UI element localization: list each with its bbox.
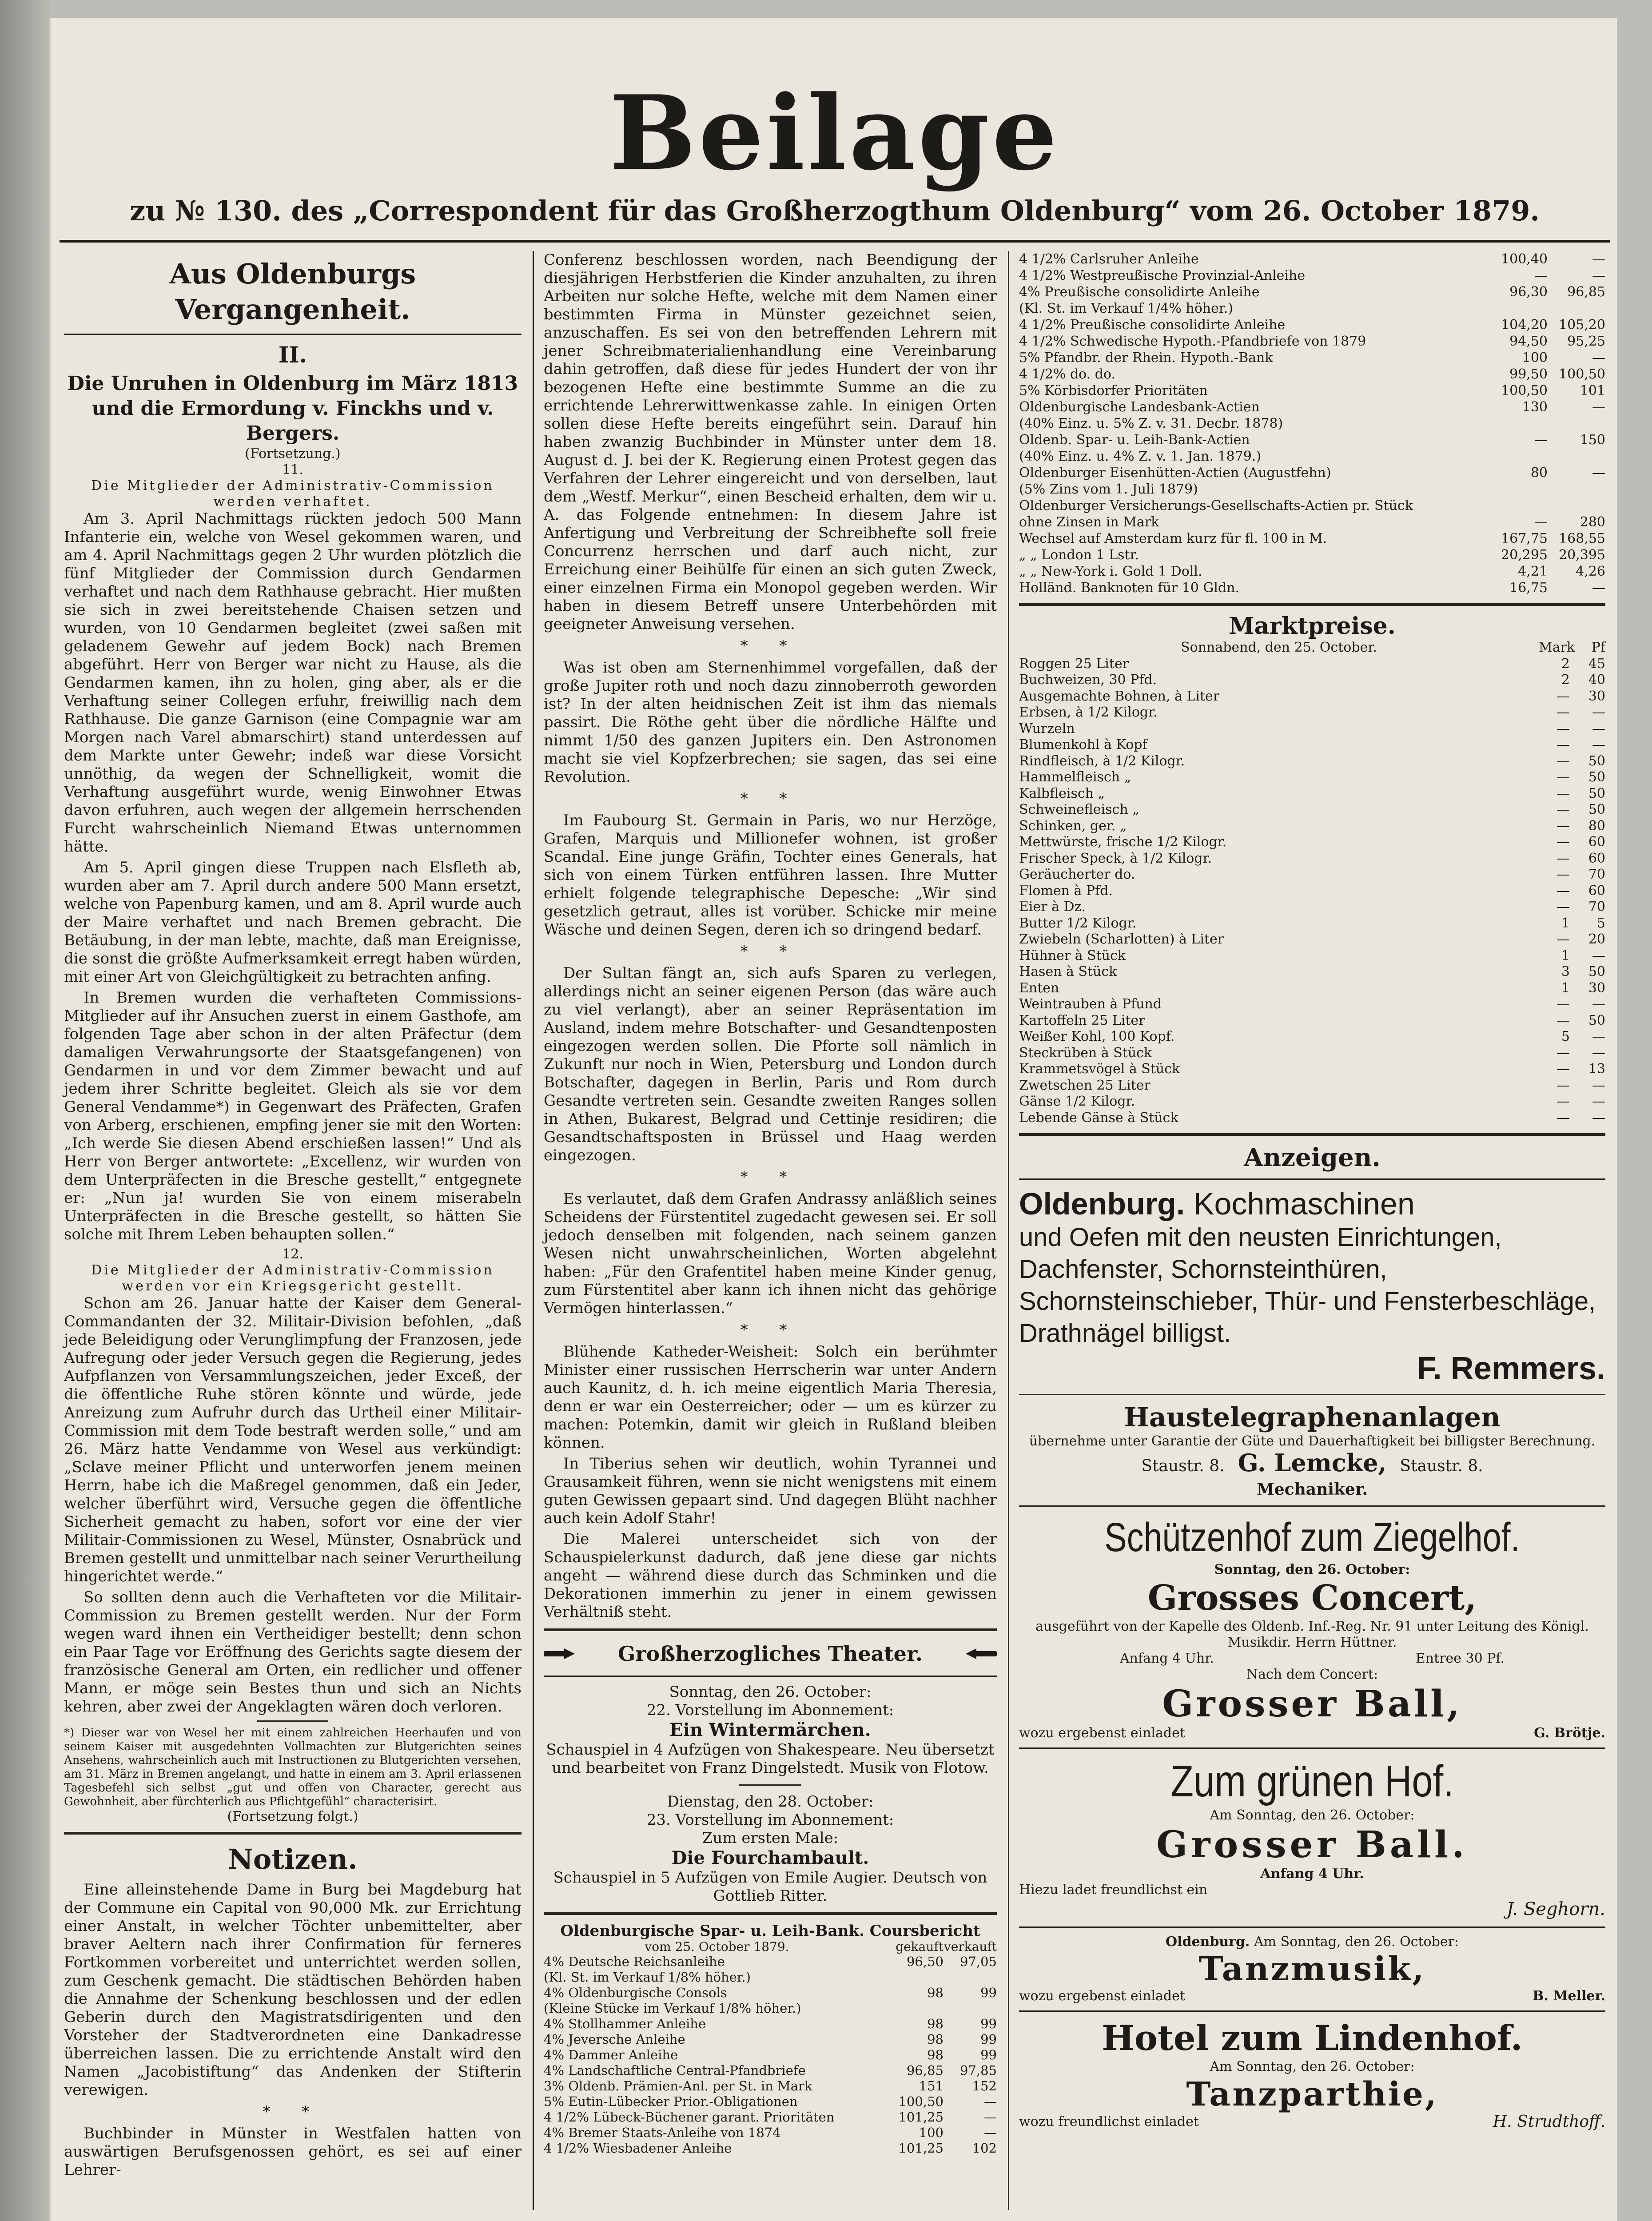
divider xyxy=(1019,2010,1605,2012)
exchange-rate-row: Oldenburger Versicherungs-Gesellschafts-Actien pr. Stück xyxy=(1019,498,1413,513)
divider xyxy=(1019,1178,1605,1180)
performance-2: Dienstag, den 28. October: 23. Vorstellung im Abonnement: Zum ersten Male: Die Fourchambault. Schauspiel in 5 Aufzügen von Emile Augier. Deutsch von Gottlieb Ritter. xyxy=(544,1793,997,1905)
ad-signature: F. Remmers. xyxy=(1417,1351,1605,1386)
divider xyxy=(257,1720,328,1722)
exchange-rate-row: „ „ London 1 Lstr. 20,295 20,395 xyxy=(1019,547,1605,563)
part-number: II. xyxy=(278,342,307,368)
section-number: 12. xyxy=(282,1246,303,1262)
paragraph: Was ist oben am Sternenhimmel vorgefallen, daß der große Jupiter roth und noch dazu zinnoberroth geworden ist? In der alten heidnischen Zeit ist ihm das niemals passirt. Die Röthe geht über die nördliche Hälfte und nimmt 1/50 des ganzen Jupiters ein. Den Astronomen macht sie viel Kopfzerbrechen; sie sagen, das sei eine Revolution. xyxy=(544,659,997,786)
exchange-rate-row: 4 1/2% Carlsruher Anleihe 100,40 — xyxy=(1019,251,1605,267)
footnote: *) Dieser war von Wesel her mit einem zahlreichen Heerhaufen und von seinem Kaiser mit ausgedehnten Vollmachten zur Blutgerichten seines Ansehens, wahrscheinlich auch mit Instructionen zu Blutgerichten versehen, am 31. März in Bremen angelangt, und hatte in einem am 3. April erlassenen Tagesbefehl sich selbst „gut und offen von Character, gerecht aus Gewohnheit, aber fürchterlich aus Pflichtgefühl“ characterisirt. xyxy=(64,1726,521,1808)
paragraph: In Tiberius sehen wir deutlich, wohin Tyrannei und Grausamkeit führen, wenn sie nicht wenigstens mit einem guten Gewissen gepaart sind. Und dagegen Blüht nachher auch kein Adolf Stahr! xyxy=(544,1455,997,1527)
performance-1: Sonntag, den 26. October: 22. Vorstellung im Abonnement: Ein Wintermärchen. Schauspiel in 4 Aufzügen von Shakespeare. Neu übersetzt und bearbeitet von Franz Dingelstedt. Musik von Flotow. xyxy=(544,1683,997,1777)
divider xyxy=(1019,1133,1605,1136)
market-price-row: Ausgemachte Bohnen, à Liter — 30 xyxy=(1019,688,1605,704)
bank-rate-row: 4 1/2% Lübeck-Büchener garant. Prioritäten 101,25 — xyxy=(544,2110,997,2125)
exchange-rate-row: Wechsel auf Amsterdam kurz für fl. 100 in M. 167,75 168,55 xyxy=(1019,531,1605,546)
exchange-rate-row: (40% Einz. u. 5% Z. v. 31. Decbr. 1878) xyxy=(1019,416,1283,431)
market-price-row: Geräucherter do. — 70 xyxy=(1019,867,1605,882)
ad-signature: B. Meller. xyxy=(1533,1988,1605,2004)
paragraph: Im Faubourg St. Germain in Paris, wo nur Herzöge, Grafen, Marquis und Millionefer wohnen, ist großer Scandal. Eine junge Gräfin, Tochter eines Generals, hat sich von einem Türken entführen lassen. Ihre Mutter erhielt folgende telegraphische Depesche: „Wir sind gesetzlich getraut, alles ist vorüber. Schicke mir meine Wäsche und deinen Segen, deren ich so dringend bedarf. xyxy=(544,812,997,939)
paragraph: Am 5. April gingen diese Truppen nach Elsfleth ab, wurden aber am 7. April durch andere 500 Mann ersetzt, welche von Papenburg kamen, und am 8. April wurde auch der Maire verhaftet und nach Bremen gebracht. Die Betäubung, in der man lebte, machte, daß man Ereignisse, die sonst die größte Aufmerksamkeit erregt haben würden, mit einer Art von Gleichgültigkeit zu betrachten anfing. xyxy=(64,859,521,986)
newspaper-page xyxy=(49,18,1617,2221)
ad-event: Grosser Ball, xyxy=(1162,1683,1462,1725)
paragraph: Buchbinder in Münster in Westfalen hatten von auswärtigen Berufsgenossen gehört, es sei auf einer Lehrer- xyxy=(64,2125,521,2179)
market-price-row: Zwiebeln (Scharlotten) à Liter — 20 xyxy=(1019,931,1605,947)
play-title: Die Fourchambault. xyxy=(671,1847,869,1868)
bank-rate-row: 4% Jeversche Anleihe 98 99 xyxy=(544,2032,997,2047)
market-price-row: Lebende Gänse à Stück — — xyxy=(1019,1110,1605,1126)
to-be-continued: (Fortsetzung folgt.) xyxy=(227,1809,358,1824)
ad-signature: G. Brötje. xyxy=(1534,1725,1605,1741)
ad-signature: H. Strudthoff. xyxy=(1493,2113,1605,2131)
market-price-row: Zwetschen 25 Liter — — xyxy=(1019,1077,1605,1093)
market-prices-heading: Marktpreise. xyxy=(1229,613,1396,640)
column-divider xyxy=(1008,251,1009,2210)
divider xyxy=(1019,603,1605,606)
section-title: Die Mitglieder der Administrativ-Commission werden vor ein Kriegsgericht gestellt. xyxy=(91,1262,494,1294)
exchange-rate-row: „ „ New-York i. Gold 1 Doll. 4,21 4,26 xyxy=(1019,564,1605,579)
ad-lindenhof: Hotel zum Lindenhof. Am Sonntag, den 26. October: Tanzparthie, wozu freundlichst einladet H. Strudthoff. xyxy=(1019,2018,1605,2131)
exchange-rate-row: 5% Pfandbr. der Rhein. Hypoth.-Bank 100 — xyxy=(1019,350,1605,366)
market-price-row: Eier à Dz. — 70 xyxy=(1019,899,1605,915)
bank-rate-row: (Kleine Stücke im Verkauf 1/8% höher.) xyxy=(544,2001,801,2016)
exchange-rate-row: (5% Zins vom 1. Juli 1879) xyxy=(1019,482,1198,497)
paragraph: Es verlautet, daß dem Grafen Andrassy anläßlich seines Scheidens der Fürstentitel zugedacht gewesen sei. Er soll jedoch denselben mit folgenden, nach seinem ganzen Wesen nicht unwahrscheinlichen, Worten abgelehnt haben: „Für den Grafentitel haben meine Kinder genug, zum Fürstentitel aber kann ich ihnen nicht das gehörige Vermögen hinterlassen.“ xyxy=(544,1190,997,1317)
market-price-row: Enten 1 30 xyxy=(1019,980,1605,996)
exchange-rates-table xyxy=(1019,251,1605,596)
continuation-note: (Fortsetzung.) xyxy=(245,446,341,462)
divider xyxy=(544,1628,997,1631)
book-binding xyxy=(0,0,49,2221)
exchange-rate-row: Oldenburger Eisenhütten-Actien (Augustfehn) 80 — xyxy=(1019,465,1605,481)
pointing-hand-icon xyxy=(966,1648,997,1659)
exchange-rate-row: 4 1/2% do. do. 99,50 100,50 xyxy=(1019,366,1605,382)
market-price-row: Hammelfleisch „ — 50 xyxy=(1019,769,1605,785)
bank-rate-row: 4% Dammer Anleihe 98 99 xyxy=(544,2047,997,2062)
market-price-row: Mettwürste, frische 1/2 Kilogr. — 60 xyxy=(1019,834,1605,850)
market-price-row: Kartoffeln 25 Liter — 50 xyxy=(1019,1012,1605,1028)
exchange-rate-row: Holländ. Banknoten für 10 Gldn. 16,75 — xyxy=(1019,580,1605,596)
market-price-row: Kalbfleisch „ — 50 xyxy=(1019,785,1605,801)
section-title: Die Mitglieder der Administrativ-Commission werden verhaftet. xyxy=(91,478,494,509)
exchange-rate-row: 4 1/2% Westpreußische Provinzial-Anleihe — — xyxy=(1019,268,1605,283)
ad-title: Zum grünen Hof. xyxy=(1170,1756,1454,1806)
ad-schuetzenhof: Schützenhof zum Ziegelhof. Sonntag, den 26. October: Grosses Concert, ausgeführt von der Kapelle des Oldenb. Inf.-Reg. Nr. 91 unter Leitung des Königl. Musikdir. Herrn Hüttner. Anfang 4 Uhr. Entree 30 Pf. Nach dem Concert: Grosser Ball, wozu ergebenst einladet G. Brötje. xyxy=(1019,1513,1605,1741)
paragraph: Eine alleinstehende Dame in Burg bei Magdeburg hat der Commune ein Capital von 90,000 Mk. zur Errichtung einer Anstalt, in welcher Töchter unbemittelter, aber braver Aeltern nach ihrer Confirmation für ferneres Fortkommen vorbereitet und unterrichtet werden sollen, zum Geschenk gemacht. Die städtischen Behörden haben die Annahme der Schenkung beschlossen und der edlen Geberin durch den Magistratsdirigenten und den Vorsteher der Stadtverordneten eine Dankadresse überreichen lassen. Die zu errichtende Anstalt wird den Namen „Jacobistiftung“ das Andenken der Stifterin verewigen. xyxy=(64,1881,521,2099)
market-price-row: Blumenkohl à Kopf — — xyxy=(1019,737,1605,752)
bank-rate-row: 4% Stollhammer Anleihe 98 99 xyxy=(544,2016,997,2031)
exchange-rate-row: 4 1/2% Schwedische Hypoth.-Pfandbriefe von 1879 94,50 95,25 xyxy=(1019,334,1605,349)
market-prices-table xyxy=(1019,656,1605,1126)
article-subheading: Die Unruhen in Oldenburg im März 1813 und die Ermordung v. Finckhs und v. Bergers. xyxy=(67,372,518,445)
column-divider xyxy=(533,251,534,2210)
bank-rates-table xyxy=(544,1954,997,2156)
market-price-row: Steckrüben à Stück — — xyxy=(1019,1045,1605,1061)
paragraph: In Bremen wurden die verhafteten Commissions-Mitglieder auf ihr Ansuchen zuerst in einem Gasthofe, am folgenden Tage aber schon in der alten Präfectur (dem damaligen Verwahrungsorte der Staatsgefangenen) von Gendarmen in und vor dem Zimmer bewacht und auf jedem ihrer Schritte begleitet. Gleich als sie vor dem General Vendamme*) in Gegenwart des Präfecten, Grafen von Arberg, erschienen, empfing jener sie mit den Worten: „Ich werde Sie diesen Abend erschießen lassen!“ Und als Herr von Berger antwortete: „Excellenz, wir wurden von dem Unterpräfecten in die Bresche gestellt,“ entgegnete er: „Nun ja! wurden Sie von einem miserabeln Unterpräfecten in die Bresche gestellt, so hätten Sie solche mit Ihrem Leben behaupten sollen.“ xyxy=(64,989,521,1243)
exchange-rate-row: ohne Zinsen in Mark — 280 xyxy=(1019,514,1605,530)
divider xyxy=(544,1676,997,1677)
bank-rate-row: (Kl. St. im Verkauf 1/8% höher.) xyxy=(544,1970,751,1985)
paragraph: Der Sultan fängt an, sich aufs Sparen zu verlegen, allerdings nicht an seiner eigenen Person (das wäre auch zu viel verlangt), aber an seiner Repräsentation im Ausland, indem mehre Botschafter- und Gesandtenposten eingezogen werden sollen. Die Pforte soll nämlich in Zukunft nur noch in Wien, Petersburg und London durch Botschafter, dagegen in Berlin, Paris und Rom durch Gesandte vertreten sein. Gesandte zweiten Ranges sollen in Athen, Bukarest, Belgrad und Cettinje residiren; die Gesandtschaftsposten in Brüssel und Haag werden eingezogen. xyxy=(544,964,997,1164)
column-3: 4 1/2% Carlsruher Anleihe 100,40 — 4 1/2% Westpreußische Provinzial-Anleihe — — 4% Preußische consolidirte Anleihe 96,30 96,85 (Kl. St. im Verkauf 1/4% höher.) 4 1/2% Preußische consolidirte Anleihe 104,20 105,20 4 1/2% Schwedische Hypoth.-Pfandbriefe von 1879 94,50 95,25 5% Pfandbr. der Rhein. Hypoth.-Bank 100 — 4 1/2% do. do. 99,50 100,50 5% Körbisdorfer Prioritäten 100,50 101 Oldenburgische Landesbank-Actien 130 — (40% Einz. u. 5% Z. v. 31. Decbr. 1878) Oldenb. Spar- u. Leih-Bank-Actien — 150 (40% Einz. u. 4% Z. v. 1. Jan. 1879.) Oldenburger Eisenhütten-Actien (Augustfehn) 80 — (5% Zins vom 1. Juli 1879) Oldenburger Versicherungs-Gesellschafts-Actien pr. Stück ohne Zinsen in Mark — 280 Wechsel auf Amsterdam kurz für fl. 100 in M. 167,75 168,55 „ „ London 1 Lstr. 20,295 20,395 „ „ New-York i. Gold 1 Doll. 4,21 4,26 Holländ. Banknoten für 10 Gldn. 16,75 — Marktpreise. Sonnabend, den 25. October. Mark Pf Roggen 25 Liter 2 45 Buchweizen, 30 Pfd. 2 40 Ausgemachte Bohnen, à Liter — 30 Erbsen, à 1/2 Kilogr. — — Wurzeln — — Blumenkohl à Kopf — — Rindfleisch, à 1/2 Kilogr. — 50 Hammelfleisch „ — 50 Kalbfleisch „ — 50 Schweinefleisch „ — 50 Schinken, ger. „ — 80 Mettwürste, frische 1/2 Kilogr. — 60 Frischer Speck, à 1/2 Kilogr. — 60 Geräucherter do. — 70 Flomen à Pfd. — 60 Eier à Dz. — 70 Butter 1/2 Kilogr. 1 5 Zwiebeln (Scharlotten) à Liter — 20 Hühner à Stück 1 — Hasen à Stück 3 50 Enten 1 30 Weintrauben à Pfund — — Kartoffeln 25 Liter — 50 Weißer Kohl, 100 Kopf. 5 — Steckrüben à Stück — — Krammetsvögel à Stück — 13 Zwetschen 25 Liter — — Gänse 1/2 Kilogr. — — Lebende Gänse à Stück — — Anzeigen. Oldenburg. Kochmaschinen und Oefen mit den neusten Einrichtungen, Dachfenster, Schornsteinthüren, Schornsteinschieber, Thür- und Fensterbeschläge, Drathnägel billigst. F. Remmers. Haustelegraphenanlagen übernehme unter Garantie der Güte und Dauerhaftigkeit bei billigster Berechnung. Staustr. 8. G. Lemcke, Staustr. 8. Mechaniker. Schützenhof zum Ziegelhof. Sonntag, den 26. October: Grosses Concert, ausgeführt von der Kapelle des Oldenb. Inf.-Reg. Nr. 91 unter Leitung des Königl. Musikdir. Herrn Hüttner. Anfang 4 Uhr. Entree 30 Pf. Nach dem Concert: Grosser Ball, wozu ergebenst einladet G. Brötje. Zum grünen Hof. Am Sonntag, den 26. October: Grosser Ball. Anfang 4 Uhr. Hiezu ladet freundlichst ein J. Seghorn. Oldenburg. Am Sonntag, den 26. October: Tanzmusik, wozu ergebenst einladet B. Meller. Hotel zum Lindenhof. Am Sonntag, den 26. October: Tanzparthie, wozu freundlichst einladet H. Strudthoff. xyxy=(1019,251,1605,2131)
ad-tanzmusik: Oldenburg. Am Sonntag, den 26. October: Tanzmusik, wozu ergebenst einladet B. Meller. xyxy=(1019,1934,1605,2004)
paragraph: Die Malerei unterscheidet sich von der Schauspielerkunst dadurch, daß jene diese gar nichts angeht — während diese durch das Schminken und die Dekorationen immerhin zu jener in einem gewissen Verhältniß steht. xyxy=(544,1530,997,1621)
divider xyxy=(739,1784,801,1786)
paragraph: Blühende Katheder-Weisheit: Solch ein berühmter Minister einer russischen Herrscherin war unter Andern auch Kaunitz, d. h. ich meine eigentlich Maria Theresia, denn er war ein Oesterreicher; oder — um es kürzer zu machen: Potemkin, damit wir gleich in Rußland bleiben können. xyxy=(544,1343,997,1452)
divider xyxy=(1019,1505,1605,1507)
market-price-row: Schinken, ger. „ — 80 xyxy=(1019,818,1605,834)
ad-event: Tanzparthie, xyxy=(1186,2075,1438,2114)
bank-rate-row: 4% Oldenburgische Consols 98 99 xyxy=(544,1985,997,2000)
notes-heading: Notizen. xyxy=(228,1843,358,1875)
ad-title: Schützenhof zum Ziegelhof. xyxy=(1104,1515,1520,1560)
exchange-rate-row: 4% Preußische consolidirte Anleihe 96,30 96,85 xyxy=(1019,284,1605,300)
market-price-row: Erbsen, à 1/2 Kilogr. — — xyxy=(1019,705,1605,720)
market-price-row: Frischer Speck, à 1/2 Kilogr. — 60 xyxy=(1019,850,1605,866)
market-price-row: Wurzeln — — xyxy=(1019,720,1605,736)
bank-report-title: Oldenburgische Spar- u. Leih-Bank. Coursbericht xyxy=(560,1922,980,1940)
market-price-row: Buchweizen, 30 Pfd. 2 40 xyxy=(1019,672,1605,688)
divider xyxy=(64,1832,521,1835)
ad-lemcke: Haustelegraphenanlagen übernehme unter Garantie der Güte und Dauerhaftigkeit bei billigster Berechnung. Staustr. 8. G. Lemcke, Staustr. 8. Mechaniker. xyxy=(1019,1401,1605,1499)
article-heading: Aus Oldenburgs Vergangenheit. xyxy=(169,258,416,326)
pointing-hand-icon xyxy=(544,1648,575,1659)
market-price-row: Roggen 25 Liter 2 45 xyxy=(1019,656,1605,672)
market-price-row: Krammetsvögel à Stück — 13 xyxy=(1019,1061,1605,1077)
masthead-title: Beilage xyxy=(609,73,1060,193)
masthead-rule xyxy=(60,240,1610,243)
bank-rate-row: 4% Landschaftliche Central-Pfandbriefe 96,85 97,85 xyxy=(544,2063,997,2078)
divider xyxy=(1019,1747,1605,1749)
market-price-row: Butter 1/2 Kilogr. 1 5 xyxy=(1019,915,1605,931)
divider xyxy=(544,1912,997,1915)
ad-signature: G. Lemcke, xyxy=(1238,1449,1387,1477)
market-price-row: Flomen à Pfd. — 60 xyxy=(1019,883,1605,899)
exchange-rate-row: 5% Körbisdorfer Prioritäten 100,50 101 xyxy=(1019,383,1605,398)
ad-signature: J. Seghorn. xyxy=(1506,1899,1605,1919)
column-2: Conferenz beschlossen worden, nach Beendigung der diesjährigen Herbstferien die Kinder anzuhalten, zu ihren Arbeiten nur solche Hefte, welche mit dem Namen einer bestimmten Firma in Münster gezeichnet seien, anzuschaffen. Es sei von den betreffenden Lehrern mit jener Schreibmaterialienhandlung eine Vereinbarung dahin getroffen, daß diese für jedes Hundert der von ihr bezogenen Hefte eine bestimmte Summe an die zu errichtende Lehrerwittwenkasse zahle. In einigen Orten sollen diese Hefte bereits eingeführt sein. Darauf hin haben zwanzig Buchbinder in Münster unter dem 18. August d. J. bei der K. Regierung einen Protest gegen das Verfahren der Lehrer eingereicht und von derselben, laut dem „Westf. Merkur“, einen Bescheid erhalten, dem wir u. A. das Folgende entnehmen: In diesem Jahre ist Anfertigung und Verbreitung der Schreibhefte soll freie Concurrenz herrschen und darf auch nicht, zur Erreichung einer Beihülfe für einen an sich guten Zweck, einer einzelnen Firma ein Monopol gegeben werden. Wir haben in diesem Betreff unsere Unterbehörden mit geeigneter Anweisung versehen. * * Was ist oben am Sternenhimmel vorgefallen, daß der große Jupiter roth und noch dazu zinnoberroth geworden ist? In der alten heidnischen Zeit ist ihm das niemals passirt. Die Röthe geht über die nördliche Hälfte und nimmt 1/50 des ganzen Jupiters ein. Den Astronomen macht sie viel Kopfzerbrechen; sie sagen, das sei eine Revolution. * * Im Faubourg St. Germain in Paris, wo nur Herzöge, Grafen, Marquis und Millionefer wohnen, ist großer Scandal. Eine junge Gräfin, Tochter eines Generals, hat sich von einem Türken entführen lassen. Ihre Mutter erhielt folgende telegraphische Depesche: „Wir sind gesetzlich getraut, alles ist vorüber. Schicke mir meine Wäsche und deinen Segen, deren ich so dringend bedarf. * * Der Sultan fängt an, sich aufs Sparen zu verlegen, allerdings nicht an seiner eigenen Person (das wäre auch zu viel verlangt), aber an seiner Repräsentation im Ausland, indem mehre Botschafter- und Gesandtenposten eingezogen werden sollen. Die Pforte soll nämlich in Zukunft nur noch in Wien, Petersburg und London durch Botschafter, dagegen in Berlin, Paris und Rom durch Gesandte vertreten sein. Gesandte zweiten Ranges sollen in Athen, Bukarest, Belgrad und Cettinje residiren; die Gesandtschaftsposten in Brüssel und Haag werden eingezogen. * * Es verlautet, daß dem Grafen Andrassy anläßlich seines Scheidens der Fürstentitel zugedacht gewesen sei. Er soll jedoch denselben mit folgenden, nach seinem ganzen Wesen nicht unwahrscheinlichen, Worten abgelehnt haben: „Für den Grafentitel haben meine Kinder genug, zum Fürstentitel aber kann ich ihnen nicht das gehörige Vermögen hinterlassen.“ * * Blühende Katheder-Weisheit: Solch ein berühmter Minister einer russischen Herrscherin war unter Andern auch Kaunitz, d. h. ich meine eigentlich Maria Theresia, denn er war ein Oesterreicher; oder — um es kürzer zu machen: Potemkin, damit wir gleich in Rußland bleiben können. In Tiberius sehen wir deutlich, wohin Tyrannei und Grausamkeit führen, wenn sie nicht wenigstens mit einem guten Gewissen gepaart sind. Und dagegen Blüht nachher auch kein Adolf Stahr! Die Malerei unterscheidet sich von der Schauspielerkunst dadurch, daß jene diese gar nichts angeht — während diese durch das Schminken und die Dekorationen immerhin zu jener in einem gewissen Verhältniß steht. Großherzogliches Theater. Sonntag, den 26. October: 22. Vorstellung im Abonnement: Ein Wintermärchen. Schauspiel in 4 Aufzügen von Shakespeare. Neu übersetzt und bearbeitet von Franz Dingelstedt. Musik von Flotow. Dienstag, den 28. October: 23. Vorstellung im Abonnement: Zum ersten Male: Die Fourchambault. Schauspiel in 5 Aufzügen von Emile Augier. Deutsch von Gottlieb Ritter. Oldenburgische Spar- u. Leih-Bank. Coursbericht vom 25. October 1879. gekauft verkauft 4% Deutsche Reichsanleihe 96,50 97,05 (Kl. St. im Verkauf 1/8% höher.) 4% Oldenburgische Consols 98 99 (Kleine Stücke im Verkauf 1/8% höher.) 4% Stollhammer Anleihe 98 99 4% Jeversche Anleihe 98 99 4% Dammer Anleihe 98 99 4% Landschaftliche Central-Pfandbriefe 96,85 97,85 3% Oldenb. Prämien-Anl. per St. in Mark 151 152 5% Eutin-Lübecker Prior.-Obligationen 100,50 — 4 1/2% Lübeck-Büchener garant. Prioritäten 101,25 — 4% Bremer Staats-Anleihe von 1874 100 — 4 1/2% Wiesbadener Anleihe 101,25 102 xyxy=(544,251,997,2156)
ad-title: Hotel zum Lindenhof. xyxy=(1102,2018,1523,2058)
exchange-rate-row: 4 1/2% Preußische consolidirte Anleihe 104,20 105,20 xyxy=(1019,317,1605,333)
market-price-row: Rindfleisch, à 1/2 Kilogr. — 50 xyxy=(1019,753,1605,769)
paragraph: Schon am 26. Januar hatte der Kaiser dem General-Commandanten der 32. Militair-Division befohlen, „daß jede Beleidigung oder Verunglimpfung der Franzosen, jede Aufregung oder jeder Versuch gegen die Regierung, jedes Aufpflanzen von Versammlungszeichen, jeder Exceß, der die öffentliche Ruhe stören könnte und würde, jede Anreizung zum Aufruhr durch das Urtheil einer Militair-Commission mit dem Tode bestraft werden solle,“ und am 26. März hatte Vendamme von Wesel aus verkündigt: „Sclave meiner Pflicht und unterworfen jenem meinen Herrn, habe ich die Maßregel genommen, daß ein Jeder, welcher überführt wird, Versuche gegen die öffentliche Sicherheit gemacht zu haben, sofort vor eine der vier Militair-Commissionen zu Wesel, Münster, Osnabrück und Bremen gestellt und unmittelbar nach seiner Verurtheilung hingerichtet werde.“ xyxy=(64,1294,521,1585)
market-price-row: Schweinefleisch „ — 50 xyxy=(1019,802,1605,817)
market-price-row: Hühner à Stück 1 — xyxy=(1019,947,1605,963)
masthead-subtitle: zu № 130. des „Correspondent für das Großherzogthum Oldenburg“ vom 26. October 1879. xyxy=(130,195,1540,227)
paragraph: Am 3. April Nachmittags rückten jedoch 500 Mann Infanterie ein, welche von Wesel gekommen waren, und am 4. April Nachmittags gegen 2 Uhr wurden plötzlich die fünf Mitglieder der Commission durch Gendarmen verhaftet und nach dem Rathhause gebracht. Hier mußten sie sich in zwei bereitstehende Chaisen setzen und wurden, von 10 Gendarmen begleitet (zwei saßen mit geladenem Gewehr auf jedem Bock) nach Bremen abgeführt. Herr von Berger war nicht zu Hause, als die Gendarmen kamen, ihn zu holen, ging aber, als er die Verhaftung seiner Collegen erfuhr, freiwillig nach dem Rathhause. Die ganze Garnison (eine Compagnie war am Morgen nach Varel abmarschirt) stand unterdessen auf dem Markte unter Gewehr; indeß war diese Vorsicht unnöthig, da wegen der Schnelligkeit, womit die Verhaftung ausgeführt wurde, wenig Einwohner Etwas davon erfuhren, auch wegen der allgemein herrschenden Furcht wahrscheinlich Niemand Etwas unternommen hätte. xyxy=(64,510,521,856)
theater-title: Großherzogliches Theater. xyxy=(618,1642,923,1666)
divider xyxy=(64,334,521,335)
ads-heading: Anzeigen. xyxy=(1244,1143,1381,1172)
market-price-row: Weintrauben à Pfund — — xyxy=(1019,996,1605,1012)
exchange-rate-row: Oldenburgische Landesbank-Actien 130 — xyxy=(1019,399,1605,415)
ad-city: Oldenburg. xyxy=(1019,1186,1185,1221)
exchange-rate-row: (40% Einz. u. 4% Z. v. 1. Jan. 1879.) xyxy=(1019,449,1262,464)
section-number: 11. xyxy=(282,462,303,478)
exchange-rate-row: (Kl. St. im Verkauf 1/4% höher.) xyxy=(1019,301,1234,316)
market-price-row: Weißer Kohl, 100 Kopf. 5 — xyxy=(1019,1029,1605,1044)
ad-event: Grosser Ball. xyxy=(1156,1823,1468,1866)
market-date: Sonnabend, den 25. October. xyxy=(1181,640,1377,655)
ad-event: Grosses Concert, xyxy=(1147,1578,1477,1618)
market-price-row: Hasen à Stück 3 50 xyxy=(1019,964,1605,979)
bank-rate-row: 4% Deutsche Reichsanleihe 96,50 97,05 xyxy=(544,1954,997,1969)
exchange-rate-row: Oldenb. Spar- u. Leih-Bank-Actien — 150 xyxy=(1019,432,1605,448)
column-1: Aus Oldenburgs Vergangenheit. II. Die Unruhen in Oldenburg im März 1813 und die Ermordung v. Finckhs und v. Bergers. (Fortsetzung.) 11. Die Mitglieder der Administrativ-Commission werden verhaftet. Am 3. April Nachmittags rückten jedoch 500 Mann Infanterie ein, welche von Wesel gekommen waren, und am 4. April Nachmittags gegen 2 Uhr wurden plötzlich die fünf Mitglieder der Commission durch Gendarmen verhaftet und nach dem Rathhause gebracht. Hier mußten sie sich in zwei bereitstehende Chaisen setzen und wurden, von 10 Gendarmen begleitet (zwei saßen mit geladenem Gewehr auf jedem Bock) nach Bremen abgeführt. Herr von Berger war nicht zu Hause, als die Gendarmen kamen, ihn zu holen, ging aber, als er die Verhaftung seiner Collegen erfuhr, freiwillig nach dem Rathhause. Die ganze Garnison (eine Compagnie war am Morgen nach Varel abmarschirt) stand unterdessen auf dem Markte unter Gewehr; indeß war diese Vorsicht unnöthig, da wegen der Schnelligkeit, womit die Verhaftung ausgeführt wurde, wenig Einwohner Etwas davon erfuhren, auch wegen der allgemein herrschenden Furcht wahrscheinlich Niemand Etwas unternommen hätte. Am 5. April gingen diese Truppen nach Elsfleth ab, wurden aber am 7. April durch andere 500 Mann ersetzt, welche von Papenburg kamen, und am 8. April wurde auch der Maire verhaftet und nach Bremen gebracht. Die Betäubung, in der man lebte, machte, daß man Ereignisse, die sonst die größte Aufmerksamkeit erregt haben würden, mit einer Art von Gleichgültigkeit zu betrachten anfing. In Bremen wurden die verhafteten Commissions-Mitglieder auf ihr Ansuchen zuerst in einem Gasthofe, am folgenden Tage aber schon in der alten Präfectur (dem damaligen Verwahrungsorte der Staatsgefangenen) von Gendarmen in und vor dem Zimmer bewacht und auf jedem ihrer Schritte begleitet. Gleich als sie vor dem General Vendamme*) in Gegenwart des Präfecten, Grafen von Arberg, erschienen, empfing jener sie mit den Worten: „Ich werde Sie diesen Abend erschießen lassen!“ Und als Herr von Berger antwortete: „Excellenz, wir wurden von dem Unterpräfecten in die Bresche gestellt,“ entgegnete er: „Nun ja! wurden Sie von einem miserabeln Unterpräfecten in die Bresche gestellt, so hätten Sie solche mit Ihrem Leben behaupten sollen.“ 12. Die Mitglieder der Administrativ-Commission werden vor ein Kriegsgericht gestellt. Schon am 26. Januar hatte der Kaiser dem General-Commandanten der 32. Militair-Division befohlen, „daß jede Beleidigung oder Verunglimpfung der Franzosen, jede Aufregung oder jeder Versuch gegen die Regierung, jedes Aufpflanzen von Versammlungszeichen, jeder Exceß, der die öffentliche Ruhe stören könnte und würde, jede Anreizung zum Aufruhr durch das Urtheil einer Militair-Commission mit dem Tode bestraft werden solle,“ und am 26. März hatte Vendamme von Wesel aus verkündigt: „Sclave meiner Pflicht und unterworfen jenem meinen Herrn, habe ich die Maßregel genommen, daß ein Jeder, welcher überführt wird, Versuche gegen die öffentliche Sicherheit gemacht zu haben, sofort vor eine der vier Militair-Commissionen zu Wesel, Münster, Osnabrück und Bremen gestellt und unmittelbar nach seiner Verurtheilung hingerichtet werde.“ So sollten denn auch die Verhafteten vor die Militair-Commission zu Bremen gestellt werden. Nur der Form wegen ward ihnen ein Vertheidiger bestellt; denn schon ein Paar Tage vor Eröffnung des Gerichts sagte diesem der französische General am Orten, ein redlicher und offener Mann, er möge sein Bestes thun und sich an Nichts kehren, aber zwei der Angeklagten wären doch verloren. *) Dieser war von Wesel her mit einem zahlreichen Heerhaufen und von seinem Kaiser mit ausgedehnten Vollmachten zur Blutgerichten seines Ansehens, wahrscheinlich auch mit Instructionen zu Blutgerichten versehen, am 31. März in Bremen angelangt, und hatte in einem am 3. April erlassenen Tagesbefehl sich selbst „gut und offen von Character, gerecht aus Gewohnheit, aber fürchterlich aus Pflichtgefühl“ characterisirt. (Fortsetzung folgt.) Notizen. Eine alleinstehende Dame in Burg bei Magdeburg hat der Commune ein Capital von 90,000 Mk. zur Errichtung einer Anstalt, in welcher Töchter unbemittelter, aber braver Aeltern nach ihrer Confirmation für ferneres Fortkommen vorbereitet und unterrichtet werden sollen, zum Geschenk gemacht. Die städtischen Behörden haben die Annahme der Schenkung beschlossen und der edlen Geberin durch den Magistratsdirigenten und den Vorsteher der Stadtverordneten eine Dankadresse überreichen lassen. Die zu errichtende Anstalt wird den Namen „Jacobistiftung“ das Andenken der Stifterin verewigen. * * Buchbinder in Münster in Westfalen hatten von auswärtigen Berufsgenossen gehört, es sei auf einer Lehrer- xyxy=(64,251,521,2182)
bank-rate-row: 5% Eutin-Lübecker Prior.-Obligationen 100,50 — xyxy=(544,2094,997,2109)
paragraph: Conferenz beschlossen worden, nach Beendigung der diesjährigen Herbstferien die Kinder anzuhalten, zu ihren Arbeiten nur solche Hefte, welche mit dem Namen einer bestimmten Firma in Münster gezeichnet seien, anzuschaffen. Es sei von den betreffenden Lehrern mit jener Schreibmaterialienhandlung eine Vereinbarung dahin getroffen, daß diese für jedes Hundert der von ihr bezogenen Hefte eine bestimmte Summe an die zu errichtende Lehrerwittwenkasse zahle. In einigen Orten sollen diese Hefte bereits eingeführt sein. Darauf hin haben zwanzig Buchbinder in Münster unter dem 18. August d. J. bei der K. Regierung einen Protest gegen das Verfahren der Lehrer eingereicht und von derselben, laut dem „Westf. Merkur“, einen Bescheid erhalten, dem wir u. A. das Folgende entnehmen: In diesem Jahre ist Anfertigung und Verbreitung der Schreibhefte soll freie Concurrenz herrschen und darf auch nicht, zur Erreichung einer Beihülfe für einen an sich guten Zweck, einer einzelnen Firma ein Monopol gegeben werden. Wir haben in diesem Betreff unsere Unterbehörden mit geeigneter Anweisung versehen. xyxy=(544,251,997,633)
paragraph: So sollten denn auch die Verhafteten vor die Militair-Commission zu Bremen gestellt werden. Nur der Form wegen ward ihnen ein Vertheidiger bestellt; denn schon ein Paar Tage vor Eröffnung des Gerichts sagte diesem der französische General am Orten, ein redlicher und offener Mann, er möge sein Bestes thun und sich an Nichts kehren, aber zwei der Angeklagten wären doch verloren. xyxy=(64,1588,521,1716)
divider xyxy=(1019,1394,1605,1395)
ad-event: Tanzmusik, xyxy=(1198,1950,1426,1988)
play-title: Ein Wintermärchen. xyxy=(669,1719,871,1740)
market-price-row: Gänse 1/2 Kilogr. — — xyxy=(1019,1094,1605,1109)
bank-rate-row: 3% Oldenb. Prämien-Anl. per St. in Mark 151 152 xyxy=(544,2078,997,2094)
ad-title: Haustelegraphenanlagen xyxy=(1124,1402,1501,1433)
bank-rate-row: 4% Bremer Staats-Anleihe von 1874 100 — xyxy=(544,2125,997,2140)
divider xyxy=(1019,1926,1605,1928)
bank-report-date: vom 25. October 1879. xyxy=(645,1939,789,1954)
bank-rate-row: 4 1/2% Wiesbadener Anleihe 101,25 102 xyxy=(544,2141,997,2156)
theater-heading xyxy=(544,1638,997,1669)
ad-gruener-hof: Zum grünen Hof. Am Sonntag, den 26. October: Grosser Ball. Anfang 4 Uhr. Hiezu ladet freundlichst ein J. Seghorn. xyxy=(1019,1755,1605,1920)
ad-remmers: Oldenburg. Kochmaschinen und Oefen mit den neusten Einrichtungen, Dachfenster, Schornsteinthüren, Schornsteinschieber, Thür- und Fensterbeschläge, Drathnägel billigst. F. Remmers. xyxy=(1019,1186,1605,1388)
